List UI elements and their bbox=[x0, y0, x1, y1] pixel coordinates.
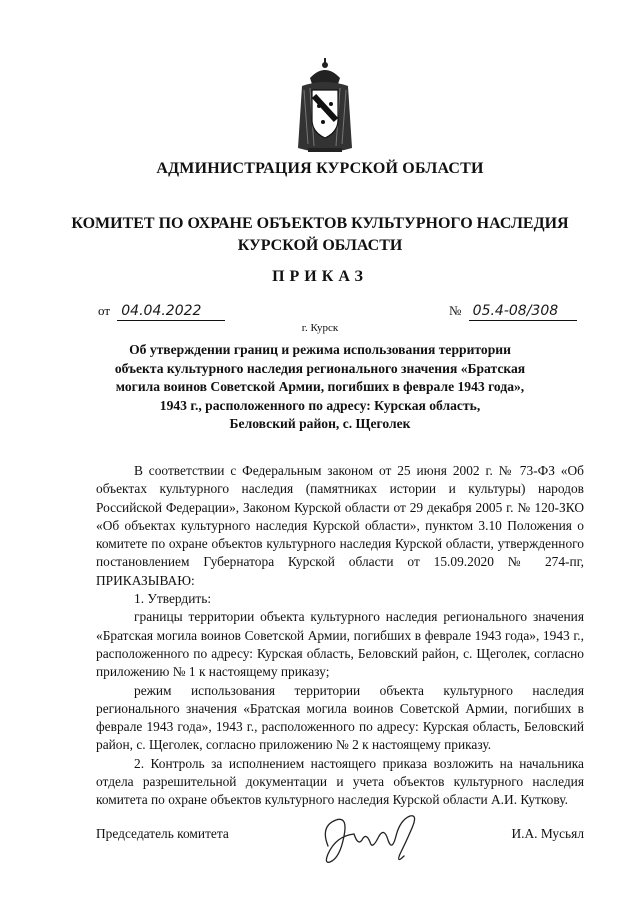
order-heading bbox=[100, 341, 540, 434]
committee-title-line1: КОМИТЕТ ПО ОХРАНЕ ОБЪЕКТОВ КУЛЬТУРНОГО НАСЛЕДИЯ bbox=[71, 215, 569, 232]
heading-line4: 1943 г., расположенного по адресу: Курская область, bbox=[159, 397, 481, 413]
committee-title bbox=[0, 213, 640, 257]
paragraph-item-2: 2. Контроль за исполнением настоящего приказа возложить на начальника отдела разрешительной документации и учета объектов культурного наследия комитета по охране объектов культурного наследия Курской области А.И. Куткову. bbox=[96, 755, 584, 808]
number-value: 05.4-08/308 bbox=[469, 303, 577, 321]
paragraph-preamble: В соответствии с Федеральным законом от 25 июня 2002 г. № 73-ФЗ «Об объектах культурного наследия (памятниках истории и культуры) народов Российской Федерации», Законом Курской области от 29 декабря 2005 г. № 120-ЗКО «Об объектах культурного наследия Курской области», пунктом 3.10 Положения о комитете по охране объектов культурного наследия Курской области, утвержденного постановлением Губернатора Курской области от 15.09.2020 № 274-пг, ПРИКАЗЫВАЮ: bbox=[96, 463, 584, 588]
number-prefix: № bbox=[449, 303, 462, 318]
date-prefix: от bbox=[98, 303, 111, 318]
order-body bbox=[96, 462, 584, 810]
signer-name: И.А. Мусьял bbox=[511, 826, 584, 841]
kursk-oblast-coat-of-arms-icon bbox=[290, 56, 360, 156]
paragraph-boundaries: границы территории объекта культурного наследия регионального значения «Братская могила воинов Советской Армии, погибших в феврале 1943 года», 1943 г., расположенного по адресу: Курская область, Беловский район, с. Щеголек, согласно приложению № 1 к настоящему приказу; bbox=[96, 609, 584, 680]
heading-line5: Беловский район, с. Щеголек bbox=[229, 416, 411, 431]
date-field bbox=[98, 303, 225, 321]
handwritten-signature-icon bbox=[314, 806, 434, 872]
date-value: 04.04.2022 bbox=[117, 303, 225, 321]
heading-line1: Об утверждении границ и режима использования территории bbox=[129, 342, 511, 357]
organization-title: АДМИНИСТРАЦИЯ КУРСКОЙ ОБЛАСТИ bbox=[156, 160, 484, 177]
paragraph-usage-regime: режим использования территории объекта культурного наследия регионального значения «Братская могила воинов Советской Армии, погибших в феврале 1943 года», 1943 г., расположенного по адресу: Курская область, Беловский район, с. Щеголек, согласно приложению № 2 к настоящему приказу. bbox=[96, 682, 584, 753]
heading-line3: могила воинов Советской Армии, погибших в феврале 1943 года», bbox=[115, 379, 525, 394]
heading-line2: объекта культурного наследия регионального значения «Братская bbox=[114, 360, 526, 376]
number-field bbox=[449, 303, 577, 321]
city: г. Курск bbox=[301, 322, 339, 334]
document-type: ПРИКАЗ bbox=[272, 268, 368, 285]
committee-title-line2: КУРСКОЙ ОБЛАСТИ bbox=[237, 237, 403, 254]
signer-position: Председатель комитета bbox=[96, 826, 229, 841]
paragraph-item-1: 1. Утвердить: bbox=[134, 591, 212, 607]
